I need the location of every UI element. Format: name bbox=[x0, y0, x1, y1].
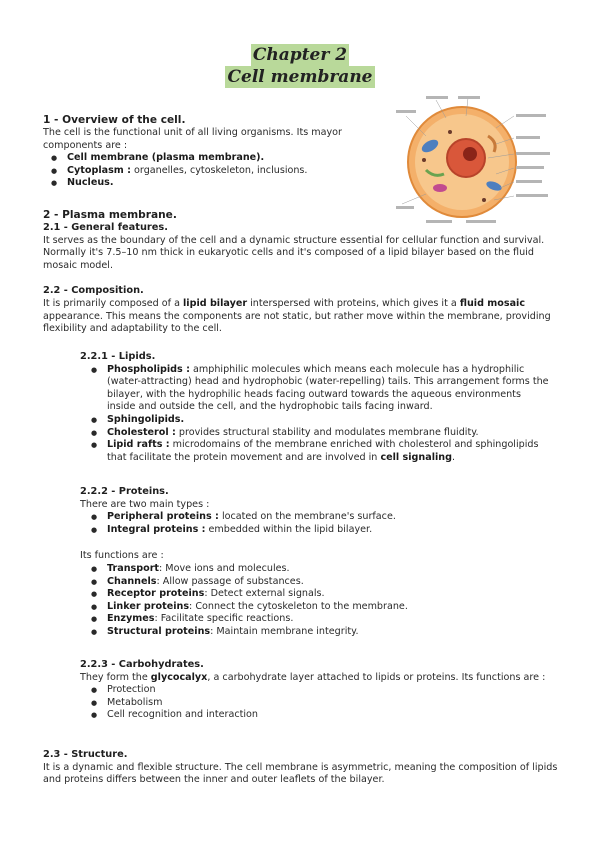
protein-functions-list bbox=[89, 563, 550, 639]
list-item: ● Cell membrane (plasma membrane). bbox=[49, 152, 373, 165]
list-item: ● Cytoplasm : organelles, cytoskeleton, inclusions. bbox=[49, 165, 373, 178]
general-features-heading: 2.1 - General features. bbox=[43, 222, 168, 233]
cell-diagram-image bbox=[396, 96, 566, 226]
functions-intro: Its functions are : bbox=[80, 550, 164, 562]
list-item: ● Channels: Allow passage of substances. bbox=[89, 576, 550, 589]
lipids-section bbox=[80, 351, 550, 464]
list-item: ● Metabolism bbox=[89, 697, 550, 710]
lipids-list bbox=[89, 364, 550, 465]
list-item: ● Lipid rafts : microdomains of the membrane enriched with cholesterol and sphingolipids that facilitate the protein movement and are involved in cell signaling. bbox=[89, 439, 550, 464]
structure-heading: 2.3 - Structure. bbox=[43, 749, 128, 760]
overview-heading: 1 - Overview of the cell. bbox=[43, 114, 186, 126]
list-item: ● Cell recognition and interaction bbox=[89, 709, 550, 722]
carbohydrates-heading: 2.2.3 - Carbohydrates. bbox=[80, 659, 204, 670]
list-item: ● Structural proteins: Maintain membrane integrity. bbox=[89, 626, 550, 639]
proteins-heading: 2.2.2 - Proteins. bbox=[80, 486, 169, 497]
chapter-title-block bbox=[0, 44, 600, 88]
structure-section bbox=[43, 749, 558, 787]
chapter-subtitle: Cell membrane bbox=[227, 67, 373, 87]
plasma-membrane-section bbox=[43, 208, 558, 336]
overview-section bbox=[43, 113, 373, 190]
list-item: ● Protection bbox=[89, 684, 550, 697]
list-item: ● Sphingolipids. bbox=[89, 414, 550, 427]
proteins-intro: There are two main types : bbox=[80, 498, 210, 510]
overview-list bbox=[49, 152, 373, 190]
list-item: ● Peripheral proteins : located on the membrane's surface. bbox=[89, 511, 550, 524]
list-item: ● Nucleus. bbox=[49, 177, 373, 190]
general-features-text: It serves as the boundary of the cell and a dynamic structure essential for cellular function and survival. Normally it's 7.5–10 nm thick in eukaryotic cells and it's composed of a lipid bilayer based on the fluid mosaic model. bbox=[43, 234, 545, 271]
plasma-heading: 2 - Plasma membrane. bbox=[43, 209, 177, 221]
list-item: ● Transport: Move ions and molecules. bbox=[89, 563, 550, 576]
list-item: ● Phospholipids : amphiphilic molecules which means each molecule has a hydrophilic (water-attracting) head and hydrophobic (water-repelling) tails. This arrangement forms the bilayer, with the hydrophilic heads facing outward towards the aqueous environments inside and outside the cell, and the hydrophobic tails facing inward. bbox=[89, 364, 550, 414]
chapter-title: Chapter 2 bbox=[252, 45, 348, 65]
list-item: ● Receptor proteins: Detect external signals. bbox=[89, 588, 550, 601]
composition-text: It is primarily composed of a lipid bilayer interspersed with proteins, which gives it a fluid mosaic appearance. This means the components are not static, but rather move within the membrane, providing flexibility and adaptability to the cell. bbox=[43, 297, 551, 335]
list-item: ● Linker proteins: Connect the cytoskeleton to the membrane. bbox=[89, 601, 550, 614]
composition-heading: 2.2 - Composition. bbox=[43, 285, 144, 297]
list-item: ● Cholesterol : provides structural stability and modulates membrane fluidity. bbox=[89, 427, 550, 440]
protein-types-list bbox=[89, 511, 550, 536]
overview-intro: The cell is the functional unit of all living organisms. Its mayor components are : bbox=[43, 127, 342, 151]
list-item: ● Integral proteins : embedded within the lipid bilayer. bbox=[89, 524, 550, 537]
proteins-section bbox=[80, 486, 550, 639]
list-item: ● Enzymes: Facilitate specific reactions. bbox=[89, 613, 550, 626]
carbohydrates-list bbox=[89, 684, 550, 722]
carbohydrates-text: They form the glycocalyx, a carbohydrate layer attached to lipids or proteins. Its functions are : bbox=[80, 671, 546, 683]
carbohydrates-section bbox=[80, 659, 550, 722]
structure-text: It is a dynamic and flexible structure. The cell membrane is asymmetric, meaning the composition of lipids and proteins differs between the inner and outer leaflets of the bilayer. bbox=[43, 761, 558, 786]
lipids-heading: 2.2.1 - Lipids. bbox=[80, 351, 156, 362]
